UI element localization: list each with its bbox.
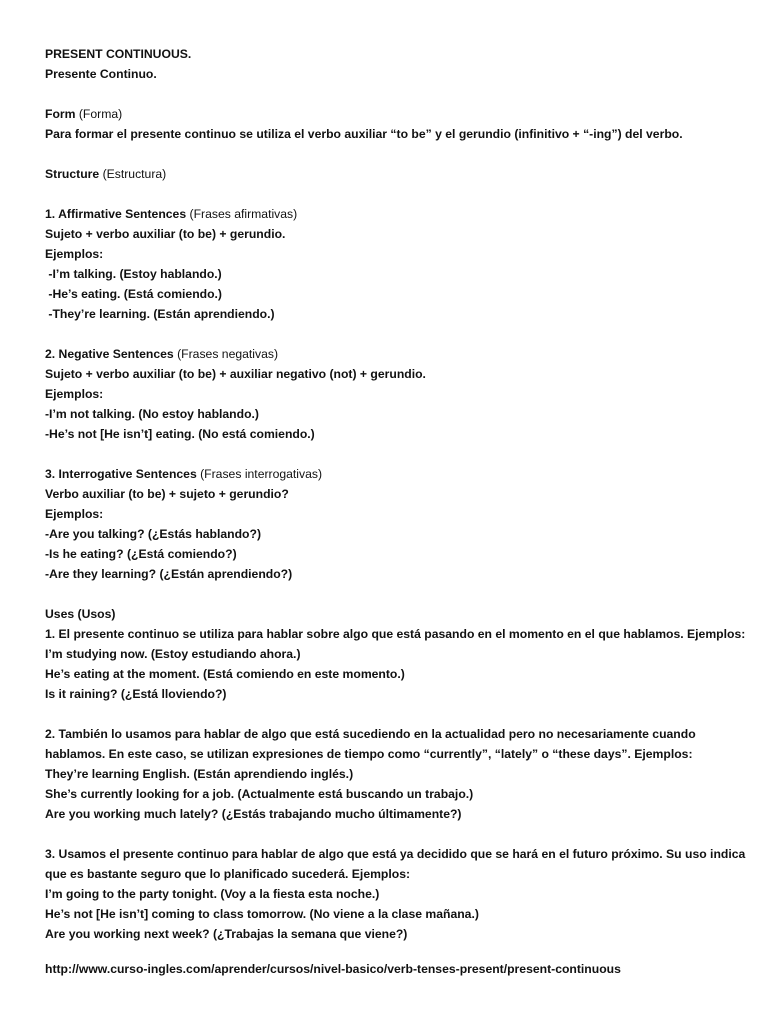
- interrogative-example: -Is he eating? (¿Está comiendo?): [45, 547, 237, 561]
- affirmative-example: -He’s eating. (Está comiendo.): [45, 287, 222, 301]
- affirmative-heading-line: [45, 204, 297, 224]
- use3-line: I’m going to the party tonight. (Voy a la fiesta esta noche.): [45, 887, 380, 901]
- use3-line: Are you working next week? (¿Trabajas la semana que viene?): [45, 927, 408, 941]
- affirmative-example: -They’re learning. (Están aprendiendo.): [45, 307, 275, 321]
- negative-heading: 2. Negative Sentences: [45, 347, 174, 361]
- source-url: http://www.curso-ingles.com/aprender/cursos/nivel-basico/verb-tenses-present/present-continuous: [45, 962, 621, 976]
- form-heading: Form: [45, 107, 76, 121]
- negative-formula: Sujeto + verbo auxiliar (to be) + auxiliar negativo (not) + gerundio.: [45, 367, 426, 381]
- form-text: Para formar el presente continuo se utiliza el verbo auxiliar “to be” y el gerundio (infinitivo + “-ing”) del verbo.: [45, 127, 683, 141]
- negative-example: -He’s not [He isn’t] eating. (No está comiendo.): [45, 427, 315, 441]
- negative-example: -I’m not talking. (No estoy hablando.): [45, 407, 259, 421]
- uses-heading: Uses (Usos): [45, 607, 116, 621]
- interrogative-heading: 3. Interrogative Sentences: [45, 467, 197, 481]
- use2-line: 2. También lo usamos para hablar de algo que está sucediendo en la actualidad pero no necesariamente cuando: [45, 727, 696, 741]
- use2-line: They’re learning English. (Están aprendiendo inglés.): [45, 767, 354, 781]
- affirmative-example: -I’m talking. (Estoy hablando.): [45, 267, 222, 281]
- affirmative-examples-label: Ejemplos:: [45, 247, 104, 261]
- interrogative-example: -Are you talking? (¿Estás hablando?): [45, 527, 262, 541]
- use1-line: Is it raining? (¿Está lloviendo?): [45, 687, 227, 701]
- negative-examples-label: Ejemplos:: [45, 387, 104, 401]
- form-heading-line: [45, 104, 122, 124]
- use2-line: Are you working much lately? (¿Estás trabajando mucho últimamente?): [45, 807, 462, 821]
- structure-heading: Structure: [45, 167, 100, 181]
- negative-heading-es: (Frases negativas): [177, 347, 279, 361]
- structure-heading-es: (Estructura): [102, 167, 167, 181]
- interrogative-formula: Verbo auxiliar (to be) + sujeto + gerundio?: [45, 487, 289, 501]
- use2-line: She’s currently looking for a job. (Actualmente está buscando un trabajo.): [45, 787, 474, 801]
- doc-title: PRESENT CONTINUOUS.: [45, 47, 192, 61]
- use1-line: 1. El presente continuo se utiliza para hablar sobre algo que está pasando en el momento en el que hablamos. Ejemplos:: [45, 627, 746, 641]
- doc-subtitle: Presente Continuo.: [45, 67, 157, 81]
- interrogative-example: -Are they learning? (¿Están aprendiendo?): [45, 567, 293, 581]
- interrogative-heading-line: [45, 464, 322, 484]
- interrogative-examples-label: Ejemplos:: [45, 507, 104, 521]
- use1-line: I’m studying now. (Estoy estudiando ahora.): [45, 647, 301, 661]
- use3-line: que es bastante seguro que lo planificado sucederá. Ejemplos:: [45, 867, 411, 881]
- structure-heading-line: [45, 164, 166, 184]
- affirmative-heading: 1. Affirmative Sentences: [45, 207, 187, 221]
- use3-line: 3. Usamos el presente continuo para hablar de algo que está ya decidido que se hará en el futuro próximo. Su uso indica: [45, 847, 746, 861]
- interrogative-heading-es: (Frases interrogativas): [200, 467, 323, 481]
- affirmative-formula: Sujeto + verbo auxiliar (to be) + gerundio.: [45, 227, 286, 241]
- form-heading-es: (Forma): [78, 107, 123, 121]
- affirmative-heading-es: (Frases afirmativas): [189, 207, 298, 221]
- use1-line: He’s eating at the moment. (Está comiendo en este momento.): [45, 667, 405, 681]
- negative-heading-line: [45, 344, 278, 364]
- use3-line: He’s not [He isn’t] coming to class tomorrow. (No viene a la clase mañana.): [45, 907, 479, 921]
- use2-line: hablamos. En este caso, se utilizan expresiones de tiempo como “currently”, “lately” o “these days”. Ejemplos:: [45, 747, 693, 761]
